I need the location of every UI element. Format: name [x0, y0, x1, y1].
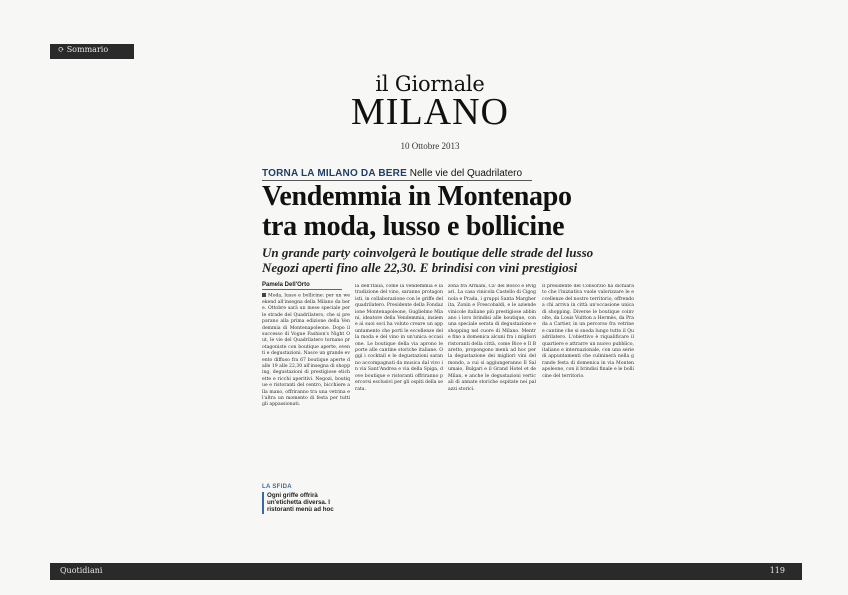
circle-arrow-icon: ⟳: [58, 45, 65, 54]
article-kicker: [262, 168, 522, 179]
footer-category-label: Quotidiani: [60, 566, 103, 575]
headline-line-1: Vendemmia in Montenapo: [262, 181, 572, 212]
article-column-3: zona fra Armani, Ca' del Bosco e Bvlgari. La casa vinicola Castello di Cigognola e Prada, i gruppi Santa Margherita, Zonin e Frescobaldi, e le aziende vinicole italiane più prestigiose abbinano i loro brindisi alle boutique, con una speciale serata di degustazione e shopping nel cuore di Milano. Mentre fino a domenica alcuni fra i migliori ristoranti della città, come Bice e Il Baretto, propongono menù ad hoc per la degustazione dei migliori vini del mondo, a cui si aggiungeranno Il Salumaio, Bulgari e il Grand Hotel et de Milan, e anche le degustazioni verticali di annate storiche ospitate nei palazzi storici.: [448, 284, 536, 392]
masthead-newspaper-name: il Giornale: [375, 72, 485, 96]
column-1-text: Moda, lusso e bollicine: per un weekend all'insegna della Milano da bere. Ottobre sarà un mese speciale per le strade del Quadrilatero, che si preparano alla prima edizione della Vendemmia di Montenapoleone. Dopo il successo di Vogue Fashion's Night Out, le vie del Quadrilatero tornano protagoniste con boutique aperte, eventi e degustazioni. Nasce un grande evento diffuso fra 67 boutique aperte dalle 19 alle 22,30 all'insegna di shopping, degustazioni di prestigiose etichette e ricchi aperitivi. Negozi, boutique e ristoranti del centro, bicchiere alla mano, offriranno tra una vetrina e l'altra un momento di festa per tutti gli appassionati.: [262, 293, 350, 408]
article-byline: Pamela Dell'Orto: [262, 282, 310, 288]
sidebar-box-label: LA SFIDA: [262, 484, 292, 490]
article-column-4: Il presidente del Consorzio ha dichiarato che l'iniziativa vuole valorizzare le eccellenze del nostro territorio, offrendo a chi arriva in città un'occasione unica di shopping. Diverse le boutique coinvolte, da Louis Vuitton a Hermès, da Prada a Cartier, in un percorso fra vetrine e cantine che si snoda lungo tutto il Quadrilatero. L'obiettivo è riqualificare il quartiere e attrarre un nuovo pubblico, italiano e internazionale, con una serie di appuntamenti che culminerà nella grande festa di domenica in via Montenapoleone, con il brindisi finale e le bollicine del territorio.: [542, 284, 634, 379]
section-header-label[interactable]: [58, 45, 108, 54]
publication-date: 10 Ottobre 2013: [400, 141, 460, 151]
sidebar-box: [262, 484, 350, 514]
headline-line-2: tra moda, lusso e bollicine: [262, 211, 565, 242]
footer-bar: [50, 563, 802, 580]
sidebar-box-text: Ogni griffe offrirà un'etichetta diversa. I ristoranti menù ad hoc: [262, 492, 350, 514]
subhead-line-2: Negozi aperti fino alle 22,30. E brindisi con vini prestigiosi: [262, 260, 578, 275]
article-column-1: [262, 293, 350, 471]
section-header-text: Sommario: [66, 45, 109, 54]
subhead-line-1: Un grande party coinvolgerà le boutique delle strade del lusso: [262, 245, 594, 260]
paragraph-marker-icon: [262, 293, 266, 297]
kicker-strong: TORNA LA MILANO DA BERE: [262, 168, 407, 179]
masthead-edition-name: MILANO: [351, 91, 509, 133]
byline-rule: [262, 289, 342, 290]
kicker-rest: Nelle vie del Quadrilatero: [409, 168, 523, 179]
footer-page-number: 119: [769, 566, 785, 575]
article-subhead: [262, 245, 592, 275]
article-column-2: la dell'Italia, come la vendemmia e la tradizione del vino, saranno protagonisti, in collaborazione con le griffe del quadrilatero. Presidente della Fondazione Montenapoleone, Guglielmo Miani, ideatore della Vendemmia, insieme ai suoi soci ha voluto creare un appuntamento che porti le eccellenze della moda e del vino in un'unica occasione. Le boutique della via aprono le porte alle cantine storiche italiane. Oggi i cocktail e le degustazioni saranno accompagnati da musica dal vivo in via Sant'Andrea e via della Spiga, dove boutique e ristoranti offriranno percorsi esclusivi per gli ospiti della serata.: [355, 284, 443, 392]
article-headline: [262, 182, 582, 242]
